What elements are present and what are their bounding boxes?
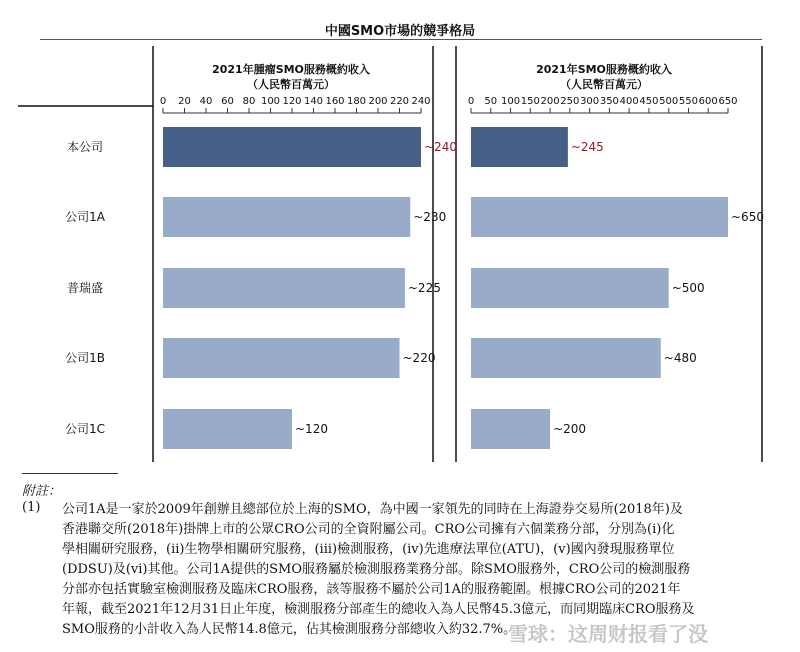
chart-title: 2021年腫瘤SMO服務概約收入 bbox=[212, 63, 370, 76]
note-number: (1) bbox=[22, 500, 41, 515]
notes-divider bbox=[22, 473, 118, 474]
x-tick-label: 250 bbox=[560, 96, 580, 107]
x-tick-label: 450 bbox=[639, 96, 659, 107]
category-label: 本公司 bbox=[66, 140, 104, 154]
chart-subtitle: （人民幣百萬元） bbox=[560, 78, 648, 91]
note-line: 學相關研究服務，(ii)生物學相關研究服務，(iii)檢測服務，(iv)先進療法單位(ATU)，(v)國內發現服務單位 bbox=[62, 542, 675, 557]
note-line: SMO服務的小計收入為人民幣14.8億元，佔其檢測服務分部總收入約32.7%。 bbox=[62, 622, 517, 637]
x-tick-label: 20 bbox=[178, 96, 191, 107]
bar-value-label: ~220 bbox=[402, 351, 436, 365]
x-tick-label: 650 bbox=[718, 96, 738, 107]
x-tick-label: 120 bbox=[282, 96, 302, 107]
x-tick-label: 0 bbox=[467, 96, 475, 107]
bar bbox=[163, 338, 400, 378]
x-tick-label: 500 bbox=[659, 96, 679, 107]
notes-heading: 附註： bbox=[22, 484, 62, 499]
x-tick-label: 600 bbox=[698, 96, 718, 107]
x-tick-label: 80 bbox=[242, 96, 256, 107]
page-title: 中國SMO市場的競爭格局 bbox=[324, 24, 476, 39]
note-line: 公司1A是一家於2009年創辦且總部位於上海的SMO，為中國一家領先的同時在上海證券交易所(2018年)及 bbox=[62, 502, 683, 517]
x-tick-label: 0 bbox=[159, 96, 167, 107]
category-label: 普瑞盛 bbox=[66, 281, 104, 295]
x-tick-label: 240 bbox=[411, 96, 431, 107]
category-label: 公司1B bbox=[65, 351, 105, 365]
x-tick-label: 140 bbox=[303, 96, 324, 107]
bar bbox=[163, 268, 405, 308]
x-tick-label: 300 bbox=[580, 96, 600, 107]
bar-value-label: ~200 bbox=[553, 422, 587, 436]
x-tick-label: 200 bbox=[540, 96, 560, 107]
bar bbox=[471, 409, 550, 449]
category-label: 公司1A bbox=[65, 210, 105, 224]
x-tick-label: 40 bbox=[199, 96, 213, 107]
bar-value-label: ~225 bbox=[407, 281, 441, 295]
chart-oncology-smo bbox=[160, 62, 457, 449]
x-tick-label: 160 bbox=[325, 96, 345, 107]
x-tick-label: 550 bbox=[678, 96, 699, 107]
chart-title: 2021年SMO服務概約收入 bbox=[536, 63, 672, 76]
bar-value-label: ~120 bbox=[295, 422, 328, 436]
x-tick-label: 50 bbox=[484, 96, 498, 107]
chart-smo-total bbox=[468, 62, 764, 449]
note-line: 分部亦包括實驗室檢測服務及臨床CRO服務，該等服務不屬於公司1A的服務範圍。根據CRO公司的2021年 bbox=[62, 582, 681, 597]
bar bbox=[163, 409, 292, 449]
x-tick-label: 100 bbox=[260, 96, 281, 107]
watermark: 雪球：这周财报看了没 bbox=[508, 622, 708, 646]
bar-value-label: ~500 bbox=[671, 281, 705, 295]
bar bbox=[471, 268, 669, 308]
note-line: 香港聯交所(2018年)掛牌上市的公眾CRO公司的全資附屬公司。CRO公司擁有六個業務分部，分別為(i)化 bbox=[62, 522, 675, 537]
bar-value-label: ~240 bbox=[424, 140, 457, 154]
bar-value-label: ~480 bbox=[663, 351, 697, 365]
bar bbox=[471, 127, 568, 167]
bar bbox=[471, 338, 661, 378]
note-line: (DDSU)及(vi)其他。公司1A提供的SMO服務屬於檢測服務業務分部。除SMO服務外，CRO公司的檢測服務 bbox=[62, 562, 691, 577]
bar-value-label: ~245 bbox=[570, 140, 604, 154]
note-line: 年報，截至2021年12月31日止年度，檢測服務分部產生的總收入為人民幣45.3億元，而同期臨床CRO服務及 bbox=[62, 602, 695, 617]
category-label: 公司1C bbox=[64, 422, 106, 436]
category-labels bbox=[65, 139, 106, 436]
x-tick-label: 350 bbox=[599, 96, 619, 107]
chart-subtitle: （人民幣百萬元） bbox=[247, 78, 335, 91]
x-tick-label: 150 bbox=[520, 96, 540, 107]
bar bbox=[163, 127, 421, 167]
bar-value-label: ~230 bbox=[413, 210, 447, 224]
x-tick-label: 180 bbox=[346, 96, 367, 107]
bar bbox=[471, 197, 728, 237]
x-tick-label: 200 bbox=[368, 96, 388, 107]
bar bbox=[163, 197, 410, 237]
x-tick-label: 220 bbox=[389, 96, 410, 107]
x-tick-label: 100 bbox=[500, 96, 521, 107]
x-tick-label: 400 bbox=[619, 96, 639, 107]
x-tick-label: 60 bbox=[221, 96, 234, 107]
bar-value-label: ~650 bbox=[731, 210, 764, 224]
